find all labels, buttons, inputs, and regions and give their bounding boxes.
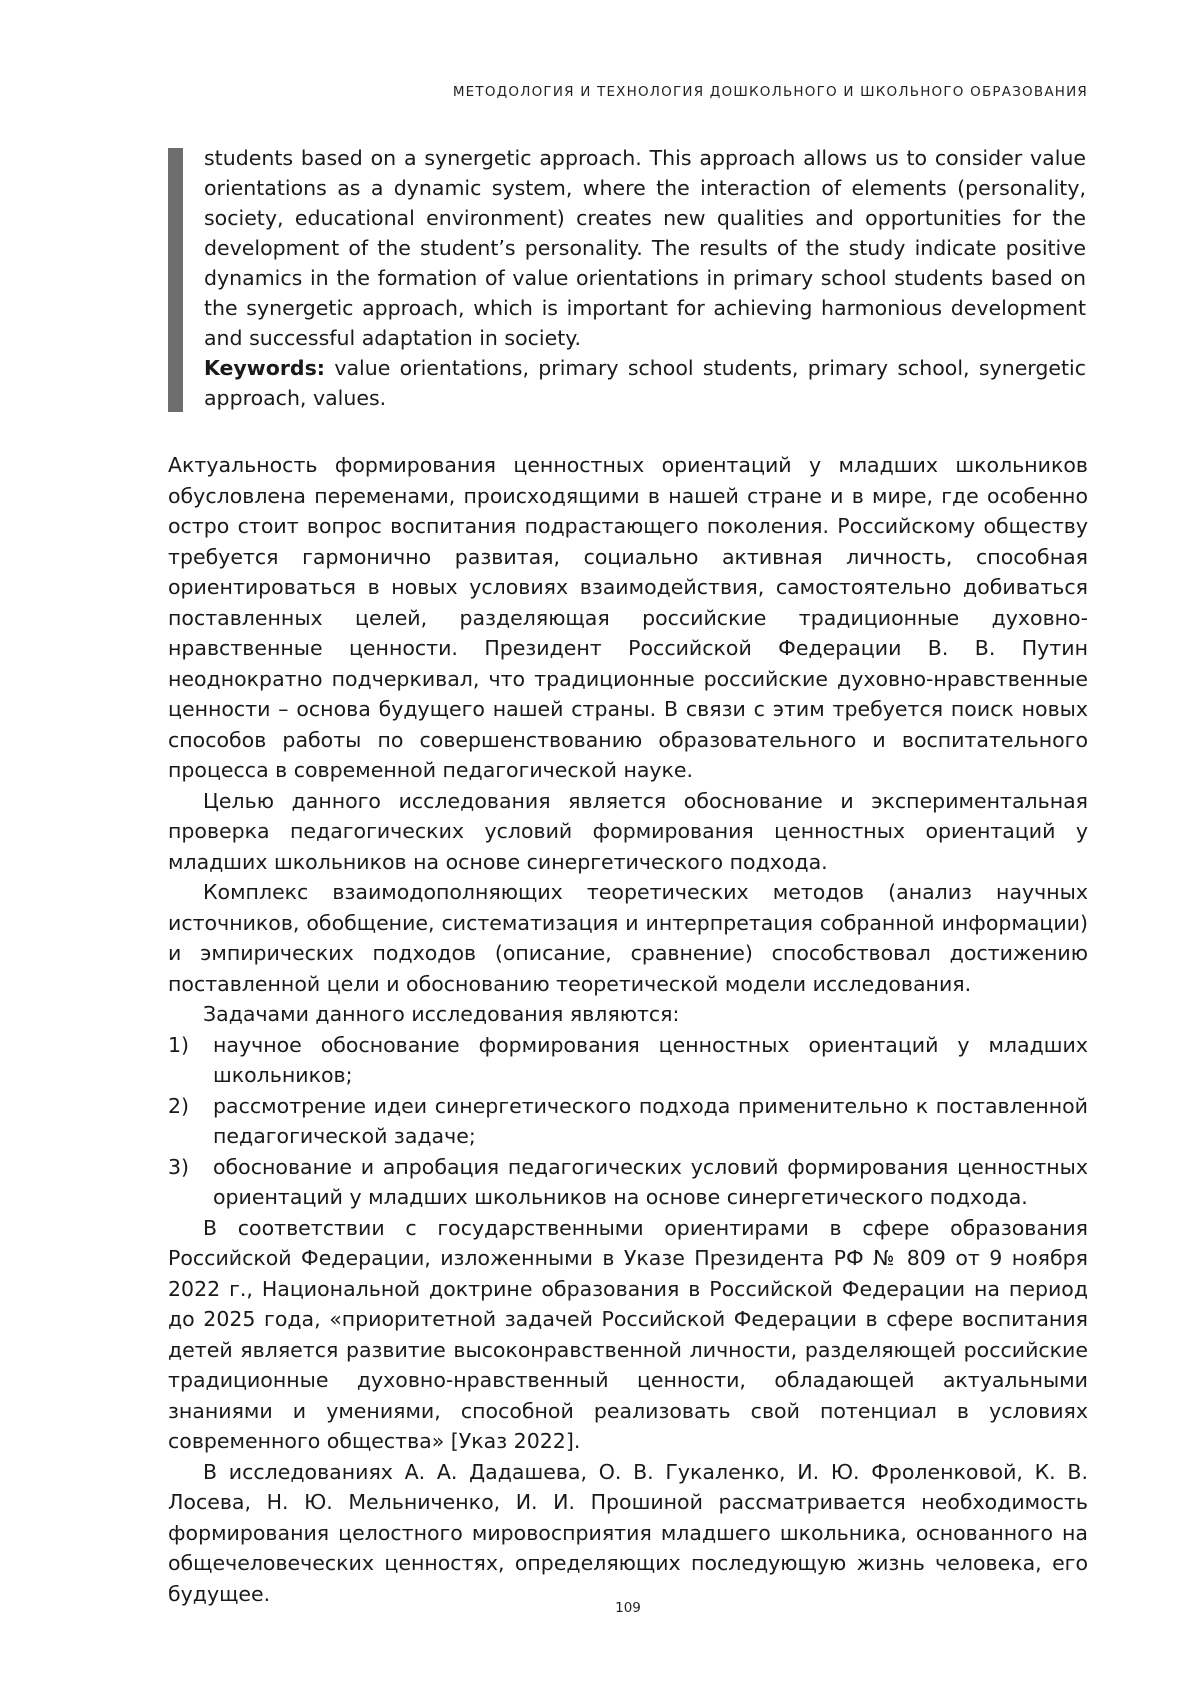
keywords-label: Keywords: [204,356,325,380]
abstract-paragraph: students based on a synergetic approach. This approach allows us to consider value orientations as a dynamic system, where the interaction of elements (personality, society, educational environment) creates new qualities and opportunities for the development of the student’s personality. The results of the study indicate positive dynamics in the formation of value orientations in primary school students based on the synergetic approach, which is important for achieving harmonious development and successful adaptation in society. [204,146,1086,350]
list-item [168,1030,1088,1091]
body-paragraph-4: Задачами данного исследования являются: [203,1002,680,1026]
list-item-number: 2) [168,1093,190,1118]
article-body [168,450,1088,1609]
body-paragraph-1: Актуальность формирования ценностных ориентаций у младших школьников обусловлена переменами, происходящими в нашей стране и в мире, где особенно остро стоит вопрос воспитания подрастающего поколения. Российскому обществу требуется гармонично развитая, социально активная личность, способная ориентироваться в новых условиях взаимодействия, самостоятельно добиваться поставленных целей, разделяющая российские традиционные духовно-нравственные ценности. Президент Российской Федерации В. В. Путин неоднократно подчеркивал, что традиционные российские духовно-нравственные ценности – основа будущего нашей страны. В связи с этим требуется поиск новых способов работы по совершенствованию образовательного и воспитательного процесса в современной педагогической науке. [168,453,1088,782]
body-paragraph-3: Комплекс взаимодополняющих теоретических методов (анализ научных источников, обобщение, систематизация и интерпретация собранной информации) и эмпирических подходов (описание, сравнение) способствовал достижению поставленной цели и обоснованию теоретической модели исследования. [168,880,1088,996]
task-list [168,1030,1088,1213]
list-item [168,1091,1088,1152]
list-item-text: рассмотрение идеи синергетического подхода применительно к поставленной педагогической задаче; [213,1093,1088,1148]
abstract-block [168,148,1088,412]
running-header: МЕТОДОЛОГИЯ И ТЕХНОЛОГИЯ ДОШКОЛЬНОГО И ШКОЛЬНОГО ОБРАЗОВАНИЯ [452,84,1088,100]
body-paragraph-5: В соответствии с государственными ориентирами в сфере образования Российской Федерации, изложенными в Указе Президента РФ № 809 от 9 ноября 2022 г., Национальной доктрине образования в Российской Федерации на период до 2025 года, «приоритетной задачей Российской Федерации в сфере воспитания детей является развитие высоконравственной личности, разделяющей российские традиционные духовно-нравственный ценности, обладающей актуальными знаниями и умениями, способной реализовать свой потенциал в условиях современного общества» [Указ 2022]. [168,1215,1088,1453]
list-item-number: 3) [168,1154,190,1179]
body-paragraph-2: Целью данного исследования является обоснование и экспериментальная проверка педагогических условий формирования ценностных ориентаций у младших школьников на основе синергетического подхода. [168,788,1088,874]
page-number: 109 [615,1600,641,1616]
abstract-accent-bar [168,148,183,412]
keywords-line [204,353,1086,413]
list-item-text: научное обоснование формирования ценностных ориентаций у младших школьников; [213,1032,1088,1087]
list-item-number: 1) [168,1032,190,1057]
keywords-value: value orientations, primary school students, primary school, synergetic approach, values. [204,356,1086,410]
list-item [168,1152,1088,1213]
body-paragraph-6: В исследованиях А. А. Дадашева, О. В. Гукаленко, И. Ю. Фроленковой, К. В. Лосева, Н. Ю. Мельниченко, И. И. Прошиной рассматривается необходимость формирования целостного мировосприятия младшего школьника, основанного на общечеловеческих ценностях, определяющих последующую жизнь человека, его будущее. [168,1459,1088,1606]
list-item-text: обоснование и апробация педагогических условий формирования ценностных ориентаций у младших школьников на основе синергетического подхода. [213,1154,1088,1209]
abstract-text [204,143,1086,413]
